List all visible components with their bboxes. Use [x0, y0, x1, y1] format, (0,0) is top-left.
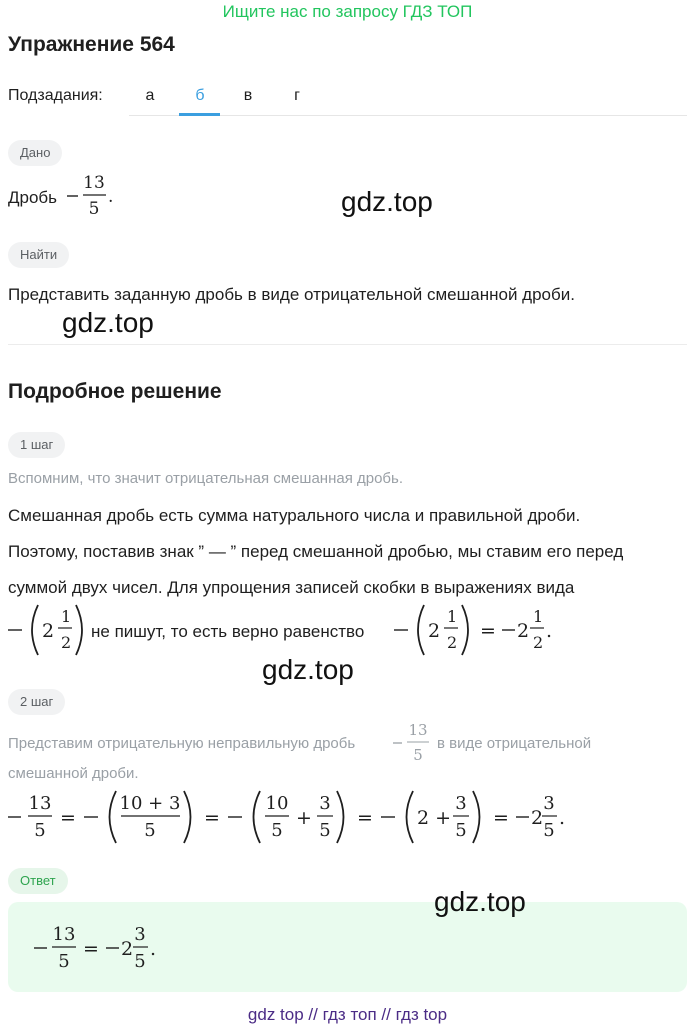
step1-expr-left	[4, 600, 94, 660]
svg-text:10: 10	[265, 793, 289, 814]
svg-text:13: 13	[52, 924, 76, 945]
given-fraction	[64, 168, 124, 224]
svg-text:5: 5	[34, 820, 46, 841]
svg-text:.: .	[559, 807, 566, 829]
page-title: Упражнение 564	[8, 33, 175, 56]
svg-text:10 + 3: 10 + 3	[119, 793, 181, 814]
svg-text:5: 5	[455, 820, 467, 841]
step1-line2: Поэтому, поставив знак ” — ” перед смешанной дробью, мы ставим его перед	[8, 542, 624, 561]
svg-text:5: 5	[134, 951, 146, 972]
svg-text:2: 2	[531, 807, 544, 829]
step1-line3: суммой двух чисел. Для упрощения записей скобки в выражениях вида	[8, 578, 575, 597]
step2-hint-line1: Представим отрицательную неправильную дробь	[8, 735, 356, 752]
answer-pill: Ответ	[8, 868, 68, 894]
given-denominator: 5	[88, 199, 100, 219]
svg-text:=: =	[493, 807, 509, 829]
step1-pill: 1 шаг	[8, 432, 65, 458]
svg-text:5: 5	[543, 820, 555, 841]
step1-hint: Вспомним, что значит отрицательная смешанная дробь.	[8, 470, 404, 487]
svg-text:.: .	[150, 938, 157, 960]
svg-text:2 +: 2 +	[417, 807, 452, 829]
svg-text:13: 13	[28, 793, 52, 814]
svg-text:13: 13	[408, 721, 428, 739]
answer-equation	[30, 918, 180, 978]
svg-text:2: 2	[121, 938, 134, 960]
step2-hint-fraction	[390, 716, 435, 768]
svg-text:5: 5	[413, 746, 423, 764]
svg-text:=: =	[60, 807, 76, 829]
svg-text:=: =	[204, 807, 220, 829]
svg-text:5: 5	[319, 820, 331, 841]
given-text: Дробь	[8, 188, 58, 207]
find-pill: Найти	[8, 242, 69, 268]
section-divider	[8, 344, 687, 345]
step1-expr-right	[390, 600, 565, 660]
tab-a[interactable]: а	[145, 87, 155, 104]
svg-text:5: 5	[144, 820, 156, 841]
svg-text:1: 1	[447, 607, 458, 626]
svg-text:3: 3	[543, 793, 555, 814]
step1-line4-text: не пишут, то есть верно равенство	[91, 622, 365, 641]
footer-links[interactable]: gdz top // гдз топ // гдз top	[247, 1005, 448, 1024]
svg-text:1: 1	[533, 607, 544, 626]
step2-equation	[4, 785, 574, 849]
given-numerator: 13	[83, 173, 105, 193]
svg-text:2: 2	[428, 620, 441, 642]
svg-text:2: 2	[61, 633, 72, 652]
find-text: Представить заданную дробь в виде отрицательной смешанной дроби.	[8, 285, 575, 304]
active-tab-indicator	[179, 113, 220, 116]
subtasks-label: Подзадания:	[8, 87, 103, 104]
step2-hint-line1-end: в виде отрицательной	[437, 735, 592, 752]
svg-text:.: .	[546, 620, 553, 642]
svg-text:.: .	[108, 187, 114, 207]
step2-pill: 2 шаг	[8, 689, 65, 715]
solution-title: Подробное решение	[8, 380, 222, 403]
svg-text:1: 1	[61, 607, 72, 626]
svg-text:2: 2	[447, 633, 458, 652]
svg-text:3: 3	[455, 793, 467, 814]
svg-text:=: =	[357, 807, 373, 829]
svg-text:5: 5	[58, 951, 70, 972]
promo-banner: Ищите нас по запросу ГДЗ ТОП	[222, 2, 473, 21]
watermark: gdz.top	[341, 186, 433, 217]
svg-text:2: 2	[533, 633, 544, 652]
tab-b[interactable]: б	[195, 87, 205, 104]
tab-v[interactable]: в	[243, 87, 253, 104]
svg-text:5: 5	[271, 820, 283, 841]
svg-text:=: =	[480, 620, 496, 642]
svg-text:=: =	[83, 938, 99, 960]
watermark: gdz.top	[62, 307, 154, 338]
watermark: gdz.top	[262, 654, 354, 685]
svg-text:2: 2	[42, 620, 55, 642]
step2-hint-line2: смешанной дроби.	[8, 765, 139, 782]
watermark: gdz.top	[434, 886, 526, 917]
step1-line1: Смешанная дробь есть сумма натурального числа и правильной дроби.	[8, 506, 581, 525]
svg-text:+: +	[296, 807, 312, 829]
given-pill: Дано	[8, 140, 62, 166]
svg-text:2: 2	[517, 620, 530, 642]
svg-text:3: 3	[134, 924, 146, 945]
svg-text:3: 3	[319, 793, 331, 814]
tab-g[interactable]: г	[294, 87, 300, 104]
